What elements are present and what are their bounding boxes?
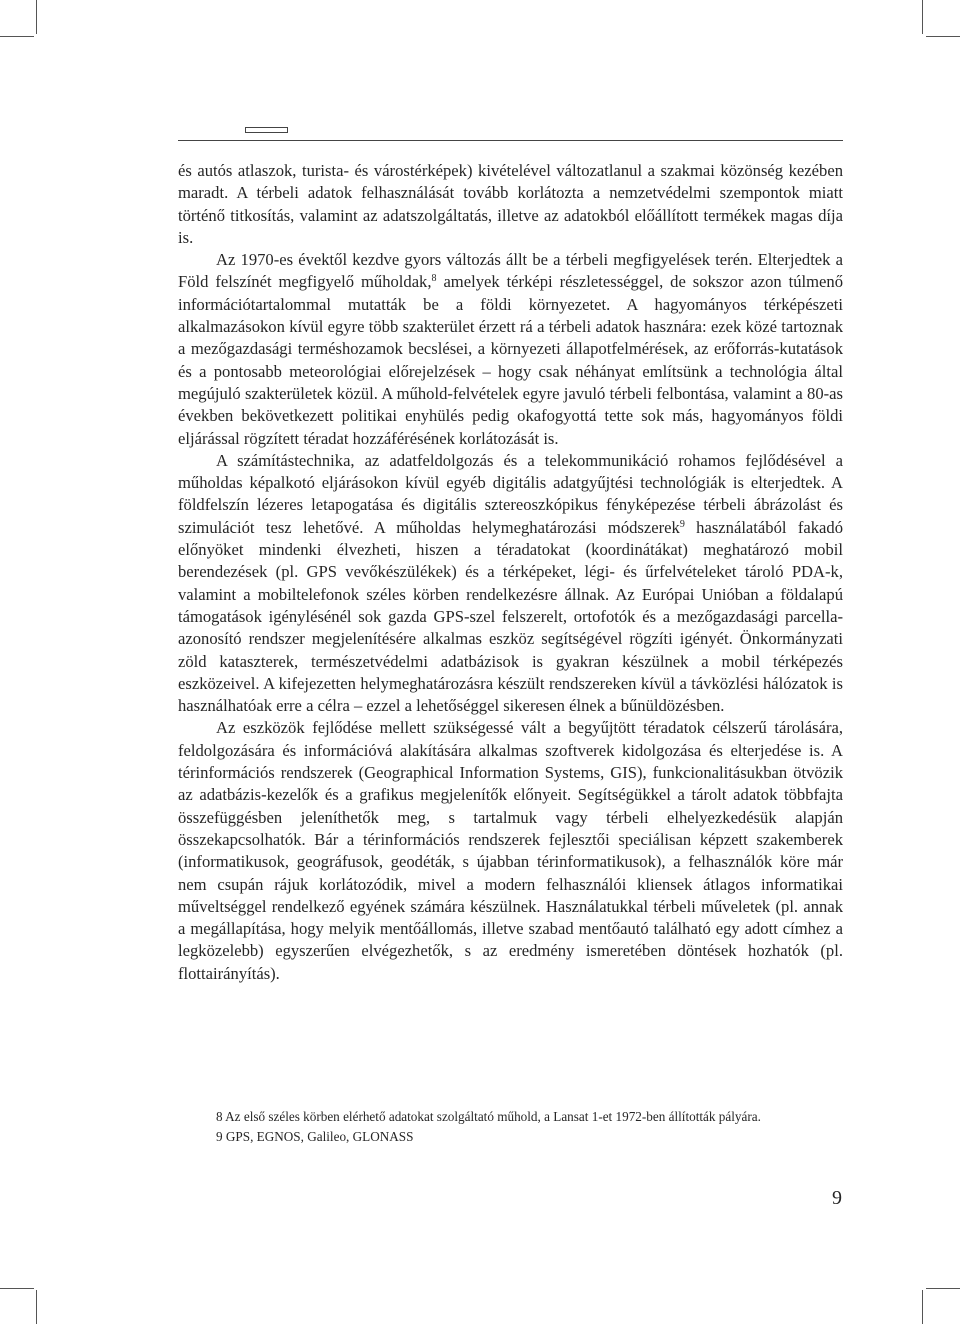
crop-mark-top-right-h xyxy=(926,36,960,37)
crop-mark-top-right-v xyxy=(922,0,923,34)
paragraph-4: Az eszközök fejlődése mellett szükségessé vált a begyűjtött téradatok célszerű tárolására, feldolgozására és információvá alakítására alkalmas szoftverek kidolgozása és elterjedése is. A térinformációs rendszerek (Geographical Information Systems, GIS), funkcionalitásukban ötvözik az adatbázis-kezelők és a grafikus megjelenítők előnyeit. Segítségükkel a tárolt adatok többfajta összefüggésben jeleníthetők meg, s tartalmuk vagy térbeli elhelyezkedésük alapján összekapcsolhatók. Bár a térinformációs rendszerek fejlesztői speciálisan képzett szakemberek (informatikusok, geográfusok, geodéták, s újabban térinformatikusok), a felhasználók köre már nem csupán rájuk korlátozódik, mivel a modern felhasználói kliensek átlagos informatikai műveltséggel rendelkező egyének számára készülnek. Használatukkal térbeli műveletek (pl. annak a megállapítása, hogy melyik mentőállomás, illetve szabad mentőautó található egy adott címhez a legközelebb) egyszerűen elvégezhetők, s az eredmény ismeretében döntések hozhatók (pl. flottairányítás). xyxy=(178,718,843,983)
crop-mark-bottom-right-h xyxy=(926,1288,960,1289)
crop-mark-bottom-left-h xyxy=(0,1288,34,1289)
header-ornament xyxy=(245,127,288,133)
footnote-8: 8 Az első széles körben elérhető adatokat szolgáltató műhold, a Lansat 1-et 1972-ben állították pályára. xyxy=(216,1109,761,1124)
crop-mark-bottom-left-v xyxy=(36,1290,37,1324)
body-text xyxy=(178,160,843,985)
footnote-ref-8: 8 xyxy=(431,273,437,285)
paragraph-3-part-a: A számítástechnika, az adatfeldolgozás és a telekommunikáció rohamos fejlődésével a műholdas képalkotó eljárásokon kívül egyéb digitális adatgyűjtési technológiák is elterjedtek. A földfelszín lézeres letapogatása és digitális sztereoszkópikus fényképezése térbeli ábrázolást és szimulációt tesz lehetővé. A műholdas helymeghatározási módszerek xyxy=(178,450,843,537)
crop-mark-bottom-right-v xyxy=(922,1290,923,1324)
crop-mark-top-left-h xyxy=(0,36,34,37)
paragraph-2 xyxy=(178,249,843,450)
paragraph-2-part-a: Az 1970-es évektől kezdve gyors változás állt be a térbeli megfigyelések terén. Elterjedtek a Föld felszínét megfigyelő műholdak, xyxy=(178,250,843,292)
paragraph-1: és autós atlaszok, turista- és várostérképek) kivételével változatlanul a szakmai közönség kezében maradt. A térbeli adatok felhasználását tovább korlátozta a nemzetvédelmi szempontok miatt történő titkosítás, valamint az adatszolgáltatás, illetve az adatokból előállított termékek magas díja is. xyxy=(178,161,843,247)
paragraph-3-part-b: használatából fakadó előnyöket mindenki élvezheti, hiszen a téradatokat (koordinátákat) meghatározó mobil berendezések (pl. GPS vevőkészülékek) és a térképeket, légi- és űrfelvételeket tároló PDA-k, valamint a mobiltelefonok széles körben rendelkezésre állnak. Az Európai Unióban a földalapú támogatások igénylésénél sok gazda GPS-szel felszerelt, ortofotók és a mezőgazdasági parcella-azonosító rendszer megjelenítésére alkalmas eszköz segítségével rögzíti igényét. Önkormányzati zöld kataszterek, természetvédelmi adatbázisok is gyakran készülnek a mobil térképezés eszközeivel. A kifejezetten helymeghatározásra készült rendszereken kívül a távközlési hálózatok is használhatóak erre a célra – ezzel a lehetőséggel sikeresen élnek a bűnüldözésben. xyxy=(178,517,843,716)
footnote-ref-9: 9 xyxy=(679,518,685,530)
footnotes xyxy=(178,1107,843,1148)
footnote-9: 9 GPS, EGNOS, Galileo, GLONASS xyxy=(216,1129,414,1145)
paragraph-3 xyxy=(178,450,843,718)
header-rule xyxy=(178,140,843,141)
crop-mark-top-left-v xyxy=(36,0,37,34)
paragraph-2-part-b: amelyek térképi részletességgel, de sokszor azon túlmenő információtartalommal mutatták be a földi környezetet. A hagyományos térképészeti alkalmazásokon kívül egyre több szakterület érzett rá a térbeli adatok hasznára: ezek közé tartoznak a mezőgazdasági terméshozamok becslései, a környezeti állapotfelmérések, az erőforrás-kutatások és a pontosabb meteorológiai előrejelzések – hogy csak néhányat említsünk a technológia által megújuló szakterületek közül. A műhold-felvételek egyre javuló térbeli felbontása, valamint a 80-as években bekövetkezett politikai enyhülés pedig okafogyottá tette sok más, hagyományos földi eljárással rögzített téradat hozzáférésének korlátozását is. xyxy=(178,272,844,448)
page-number: 9 xyxy=(832,1187,842,1209)
